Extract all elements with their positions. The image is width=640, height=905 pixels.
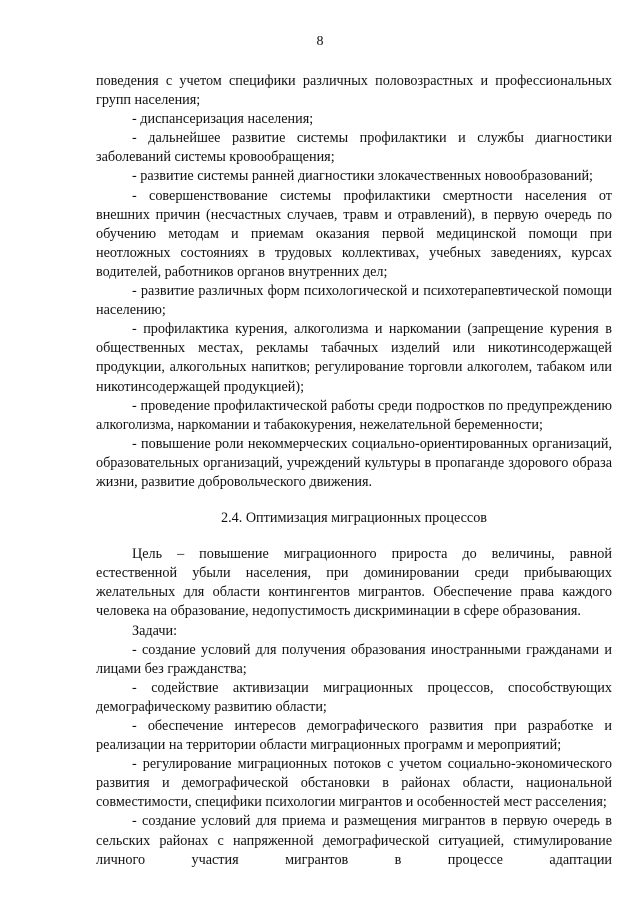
page-number: 8 xyxy=(316,34,324,49)
list-item: - развитие различных форм психологической и психотерапевтической помощи населению; xyxy=(96,283,612,319)
list-item: - содействие активизации миграционных процессов, способствующих демографическому развитию области; xyxy=(96,679,612,715)
tasks-label: Задачи: xyxy=(132,622,178,639)
list-item: - обеспечение интересов демографического развития при разработке и реализации на территории области миграционных программ и мероприятий; xyxy=(96,718,612,754)
list-item: - регулирование миграционных потоков с учетом социально-экономического развития и демографической обстановки в районах области, национальной совместимости, специфики психологии мигрантов и особенностей мест расселения; xyxy=(96,756,612,811)
list-item: - профилактика курения, алкоголизма и наркомании (запрещение курения в общественных местах, рекламы табачных изделий или никотинсодержащей продукции, алкогольных напитков; регулирование торговли алкоголем, табаком или никотинсодержащей продукцией); xyxy=(96,321,612,395)
document-body xyxy=(96,72,612,870)
list-item: - повышение роли некоммерческих социально-ориентированных организаций, образовательных организаций, учреждений культуры в пропаганде здорового образа жизни, развитие добровольческого движения. xyxy=(96,435,612,490)
list-item: - дальнейшее развитие системы профилактики и службы диагностики заболеваний системы кровообращения; xyxy=(96,130,612,166)
bottom-paragraphs xyxy=(96,545,612,870)
list-item: - проведение профилактической работы среди подростков по предупреждению алкоголизма, наркомании и табакокурения, нежелательной беременности; xyxy=(96,397,612,433)
list-item: - создание условий для получения образования иностранными гражданами и лицами без гражданства; xyxy=(96,641,612,677)
list-item: - создание условий для приема и размещения мигрантов в первую очередь в сельских районах с напряженной демографической ситуацией, стимулирование личного участия мигрантов в процессе адаптации xyxy=(96,813,612,868)
list-item: - диспансеризация населения; xyxy=(132,111,314,128)
section-heading: 2.4. Оптимизация миграционных процессов xyxy=(220,510,488,527)
list-item: - совершенствование системы профилактики смертности населения от внешних причин (несчастных случаев, травм и отравлений), в первую очередь по обучению методам и приемам оказания первой медицинской помощи при неотложных состояниях в трудовых коллективах, учебных заведениях, курсах водителей, работников органов внутренних дел; xyxy=(96,187,612,280)
paragraph: поведения с учетом специфики различных половозрастных и профессиональных групп населения; xyxy=(96,73,612,109)
list-item: - развитие системы ранней диагностики злокачественных новообразований; xyxy=(132,168,594,185)
top-paragraphs xyxy=(96,72,612,492)
goal-paragraph: Цель – повышение миграционного прироста до величины, равной естественной убыли населения, при доминировании среди прибывающих желательных для области контингентов мигрантов. Обеспечение права каждого человека на образование, недопустимость дискриминации в сфере образования. xyxy=(96,546,612,620)
